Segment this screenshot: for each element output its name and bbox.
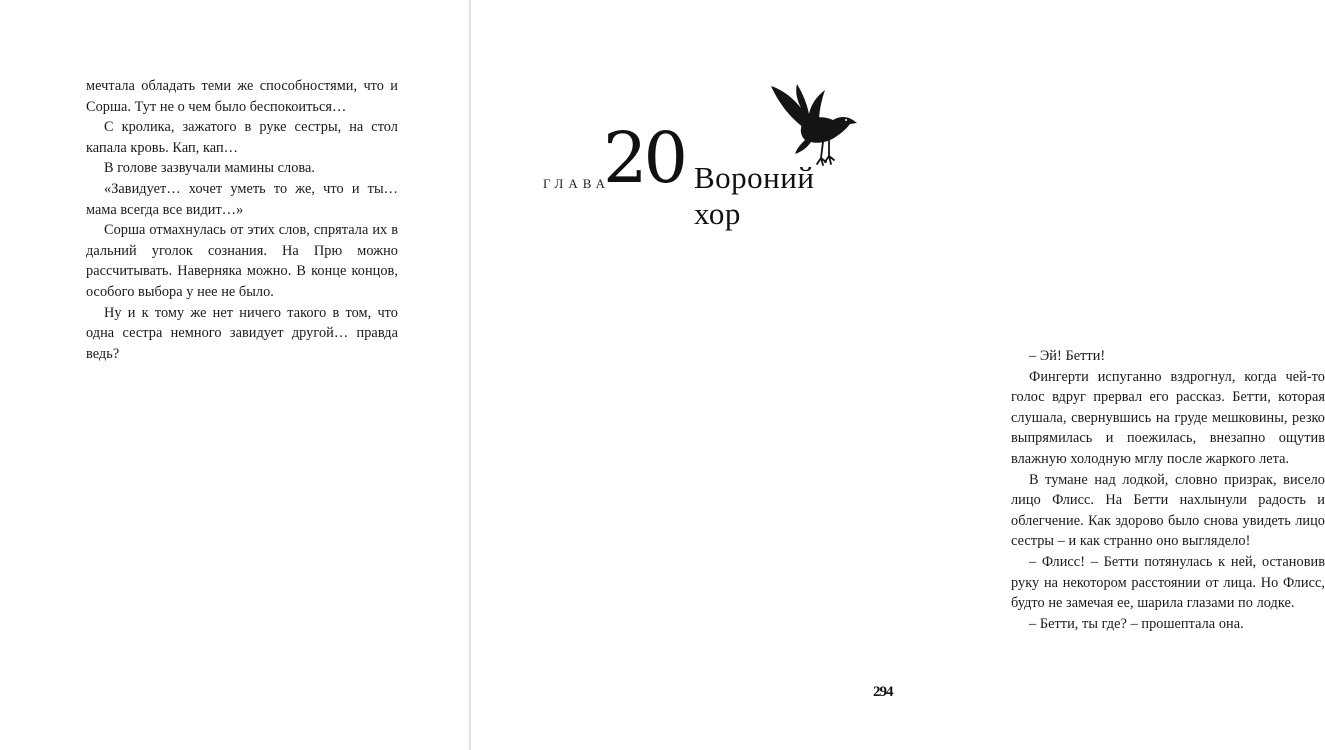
chapter-title-line: хор: [694, 196, 741, 231]
chapter-title-line: Вороний: [694, 160, 815, 195]
paragraph: мечтала обладать теми же способностями, что и Сорша. Тут не о чем было беспокоиться…: [86, 78, 398, 115]
left-page: [0, 0, 470, 750]
chapter-label: ГЛАВА: [543, 176, 610, 191]
chapter-number: 20: [603, 117, 685, 199]
paragraph: «Завидует… хочет уметь то же, что и ты… мама всегда все видит…»: [86, 180, 398, 218]
crow-icon: [767, 78, 859, 168]
left-page-text: [86, 76, 398, 364]
paragraph: – Бетти, ты где? – прошептала она.: [1029, 615, 1244, 632]
paragraph: Ну и к тому же нет ничего такого в том, что одна сестра немного завидует другой… правда ведь?: [86, 304, 398, 362]
right-page: [471, 0, 1325, 750]
chapter-heading: [471, 0, 941, 300]
paragraph: В тумане над лодкой, словно призрак, висело лицо Флисс. На Бетти нахлынули радость и облегчение. Как здорово было снова увидеть лицо сестры – и как странно оно выглядело!: [1011, 471, 1325, 550]
paragraph: – Эй! Бетти!: [1029, 348, 1106, 364]
right-page-text: [1011, 346, 1325, 634]
chapter-title: [694, 160, 814, 232]
paragraph: В голове зазвучали мамины слова.: [104, 160, 316, 177]
paragraph: Фингерти испуганно вздрогнул, когда чей-то голос вдруг прервал его рассказ. Бетти, которая слушала, свернувшись на груде мешковины, резко выпрямилась и поежилась, внезапно ощутив влажную холодную мглу после жаркого лета.: [1011, 368, 1325, 467]
page-number: 294: [873, 684, 893, 700]
paragraph: Сорша отмахнулась от этих слов, спрятала их в дальний уголок сознания. На Прю можно рассчитывать. Наверняка можно. В конце концов, особого выбора у нее не было.: [86, 222, 398, 300]
paragraph: – Флисс! – Бетти потянулась к ней, остановив руку на некотором расстоянии от лица. Но Флисс, будто не замечая ее, шарила глазами по лодке.: [1011, 553, 1325, 612]
paragraph: С кролика, зажатого в руке сестры, на стол капала кровь. Кап, кап…: [86, 119, 398, 156]
